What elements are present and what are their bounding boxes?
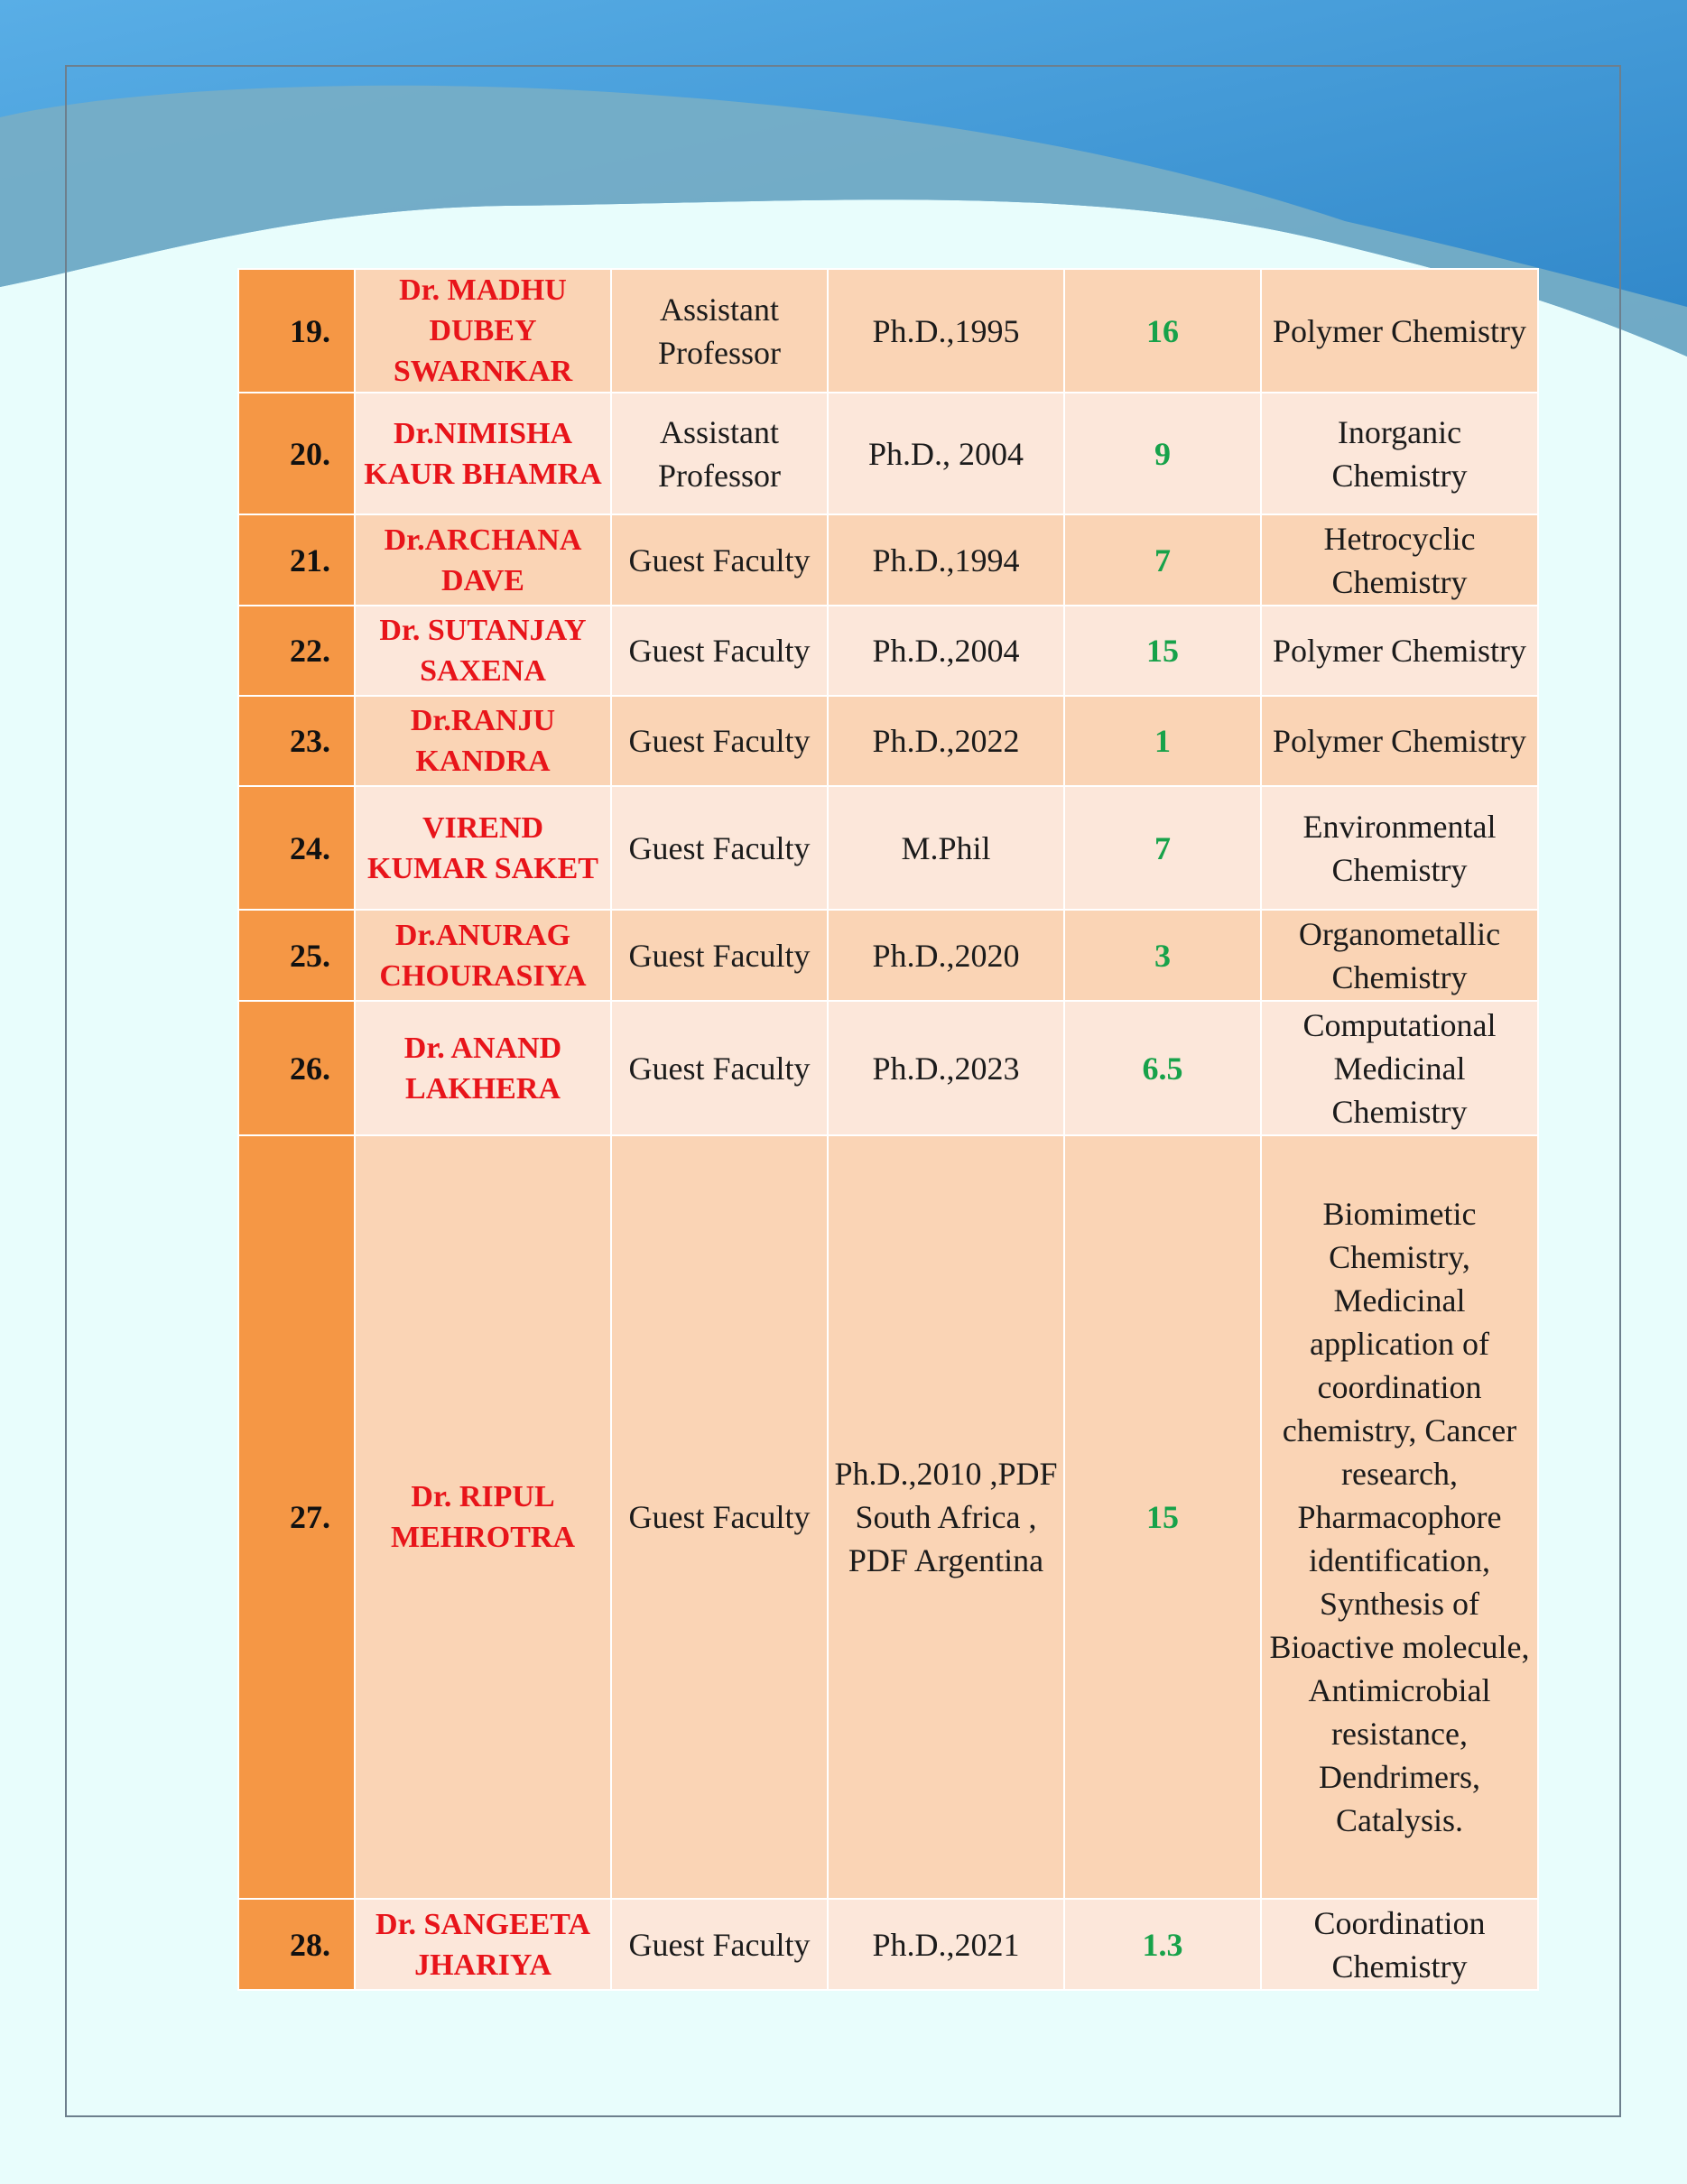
faculty-table	[237, 268, 1539, 1991]
serial-number: 27.	[238, 1135, 355, 1899]
table-row	[238, 786, 1538, 910]
specialization: Polymer Chemistry	[1261, 606, 1538, 696]
faculty-name: Dr. RIPUL MEHROTRA	[355, 1135, 611, 1899]
experience-years: 1.3	[1064, 1899, 1261, 1990]
experience-years: 15	[1064, 606, 1261, 696]
designation: Guest Faculty	[611, 606, 828, 696]
experience-years: 7	[1064, 514, 1261, 606]
designation: Guest Faculty	[611, 514, 828, 606]
specialization: Coordination Chemistry	[1261, 1899, 1538, 1990]
table-row	[238, 910, 1538, 1001]
serial-number: 22.	[238, 606, 355, 696]
qualification: Ph.D.,1995	[828, 269, 1064, 393]
qualification: Ph.D.,2020	[828, 910, 1064, 1001]
experience-years: 7	[1064, 786, 1261, 910]
specialization: Biomimetic Chemistry, Medicinal application of coordination chemistry, Cancer research, Pharmacophore identification, Synthesis of Bioactive molecule, Antimicrobial resistance, Dendrimers, Catalysis.	[1261, 1135, 1538, 1899]
experience-years: 6.5	[1064, 1001, 1261, 1135]
specialization: Hetrocyclic Chemistry	[1261, 514, 1538, 606]
qualification: Ph.D.,2021	[828, 1899, 1064, 1990]
qualification: Ph.D.,2010 ,PDF South Africa , PDF Argentina	[828, 1135, 1064, 1899]
qualification: Ph.D.,1994	[828, 514, 1064, 606]
serial-number: 19.	[238, 269, 355, 393]
designation: Guest Faculty	[611, 1899, 828, 1990]
serial-number: 23.	[238, 696, 355, 786]
designation: Guest Faculty	[611, 1135, 828, 1899]
specialization: Computational Medicinal Chemistry	[1261, 1001, 1538, 1135]
table-row	[238, 1001, 1538, 1135]
qualification: Ph.D.,2004	[828, 606, 1064, 696]
faculty-name: Dr.ARCHANA DAVE	[355, 514, 611, 606]
serial-number: 26.	[238, 1001, 355, 1135]
specialization: Inorganic Chemistry	[1261, 393, 1538, 514]
qualification: Ph.D.,2023	[828, 1001, 1064, 1135]
serial-number: 20.	[238, 393, 355, 514]
serial-number: 28.	[238, 1899, 355, 1990]
faculty-name: VIREND KUMAR SAKET	[355, 786, 611, 910]
table-row	[238, 606, 1538, 696]
serial-number: 21.	[238, 514, 355, 606]
qualification: Ph.D., 2004	[828, 393, 1064, 514]
experience-years: 1	[1064, 696, 1261, 786]
faculty-name: Dr.ANURAG CHOURASIYA	[355, 910, 611, 1001]
designation: Guest Faculty	[611, 1001, 828, 1135]
table-row	[238, 1899, 1538, 1990]
table-row	[238, 696, 1538, 786]
table-row	[238, 1135, 1538, 1899]
table-row	[238, 269, 1538, 393]
qualification: Ph.D.,2022	[828, 696, 1064, 786]
faculty-name: Dr. ANAND LAKHERA	[355, 1001, 611, 1135]
experience-years: 15	[1064, 1135, 1261, 1899]
table-row	[238, 393, 1538, 514]
faculty-name: Dr. SANGEETA JHARIYA	[355, 1899, 611, 1990]
specialization: Environmental Chemistry	[1261, 786, 1538, 910]
experience-years: 16	[1064, 269, 1261, 393]
designation: Guest Faculty	[611, 786, 828, 910]
specialization: Polymer Chemistry	[1261, 269, 1538, 393]
faculty-name: Dr.RANJU KANDRA	[355, 696, 611, 786]
qualification: M.Phil	[828, 786, 1064, 910]
table-row	[238, 514, 1538, 606]
designation: Assistant Professor	[611, 393, 828, 514]
experience-years: 9	[1064, 393, 1261, 514]
specialization: Organometallic Chemistry	[1261, 910, 1538, 1001]
designation: Assistant Professor	[611, 269, 828, 393]
faculty-name: Dr. MADHU DUBEY SWARNKAR	[355, 269, 611, 393]
serial-number: 25.	[238, 910, 355, 1001]
designation: Guest Faculty	[611, 910, 828, 1001]
designation: Guest Faculty	[611, 696, 828, 786]
serial-number: 24.	[238, 786, 355, 910]
specialization: Polymer Chemistry	[1261, 696, 1538, 786]
faculty-name: Dr.NIMISHA KAUR BHAMRA	[355, 393, 611, 514]
faculty-name: Dr. SUTANJAY SAXENA	[355, 606, 611, 696]
experience-years: 3	[1064, 910, 1261, 1001]
